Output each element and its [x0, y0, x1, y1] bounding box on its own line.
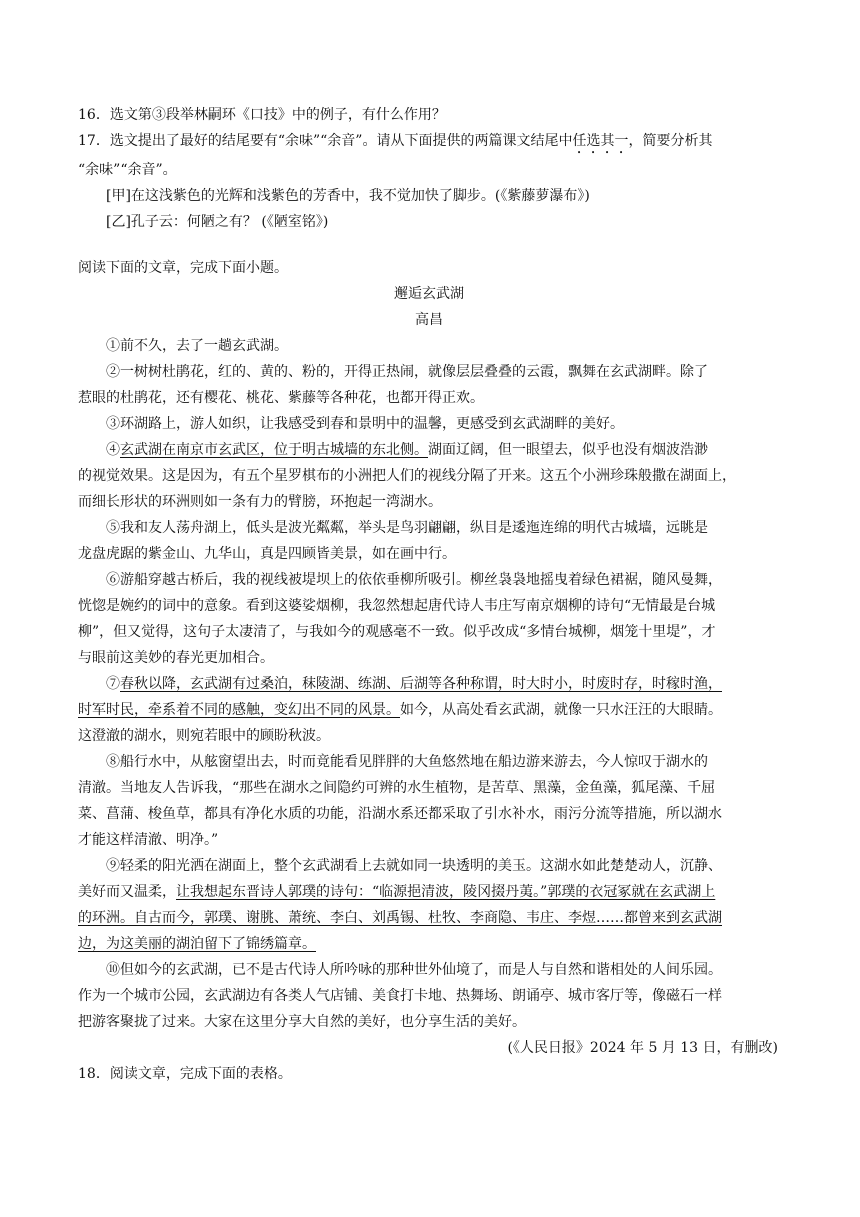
- paragraph-line: [78, 931, 780, 957]
- underlined-sentence: 玄武湖在南京市玄武区，位于明古城墙的东北侧。: [120, 442, 428, 458]
- paragraph-9: [78, 853, 780, 957]
- paragraph-line: 柳”，但又觉得，这句子太凄清了，与我如今的观感毫不一致。似乎改成“多情台城柳，烟笼十里堤”，才: [78, 624, 716, 640]
- option-yi: [乙]孔子云：何陋之有？ (《陋室铭》): [106, 214, 329, 230]
- paragraph-line: 而细长形状的环洲则如一条有力的臂膀，环抱起一湾湖水。: [78, 494, 442, 510]
- paragraph-line: ⑨轻柔的阳光洒在湖面上，整个玄武湖看上去就如同一块透明的美玉。这湖水如此楚楚动人，沉静、: [106, 858, 722, 874]
- paragraph-line: [78, 697, 780, 723]
- paragraph-line: ⑧船行水中，从舷窗望出去，时而竟能看见胖胖的大鱼悠然地在船边游来游去，今人惊叹于湖水的: [106, 754, 708, 770]
- paragraph-text: 如今，从高处看玄武湖，就像一只水汪汪的大眼睛。: [400, 702, 722, 718]
- paragraph-line: ⑤我和友人荡舟湖上，低头是波光粼粼，举头是鸟羽翩翩，纵目是逶迤连绵的明代古城墙，远眺是: [106, 520, 708, 536]
- paragraph-line: ⑥游船穿越古桥后，我的视线被堤坝上的依依垂柳所吸引。柳丝袅袅地摇曳着绿色裙裾，随风曼舞，: [106, 572, 722, 588]
- paragraph-text: 湖面辽阔，但一眼望去，似乎也没有烟波浩渺: [428, 442, 708, 458]
- paragraph-10: [78, 957, 780, 1035]
- question-18: 18．阅读文章，完成下面的表格。: [78, 1066, 292, 1082]
- option-jia: [甲]在这浅紫色的光辉和浅紫色的芳香中，我不觉加快了脚步。(《紫藤萝瀑布》): [106, 188, 590, 204]
- paragraph-line: ⑩但如今的玄武湖，已不是古代诗人所吟咏的那种世外仙境了，而是人与自然和谐相处的人间乐园。: [106, 962, 722, 978]
- paragraph-line: 的视觉效果。这是因为，有五个星罗棋布的小洲把人们的视线分隔了开来。这五个小洲珍珠般撒在湖面上，: [78, 468, 736, 484]
- question-16: 16．选文第③段举林嗣环《口技》中的例子，有什么作用？: [78, 107, 446, 123]
- paragraph-7: [78, 671, 780, 749]
- paragraph-1: ①前不久，去了一趟玄武湖。: [106, 338, 288, 354]
- paragraph-line: 才能这样清澈、明净。”: [78, 832, 219, 848]
- paragraph-2: [78, 359, 780, 411]
- paragraph-8: [78, 749, 780, 853]
- underlined-sentence: 边，为这美丽的湖泊留下了锦绣篇章。: [78, 936, 316, 952]
- paragraph-line: [78, 879, 780, 905]
- paragraph-number: ⑦: [106, 676, 120, 692]
- paragraph-line: [78, 905, 780, 931]
- emphasis-dotted-text: 任选其一: [572, 133, 629, 149]
- article-source: (《人民日报》2024 年 5 月 13 日，有删改): [507, 1040, 778, 1056]
- paragraph-text: 美好而又温柔，: [78, 884, 176, 900]
- question-17-line-1: [78, 128, 780, 157]
- question-17-line-2: “余味”“余音”。: [78, 162, 177, 178]
- paragraph-line: 惹眼的杜鹃花，还有樱花、桃花、紫藤等各种花，也都开得正欢。: [78, 390, 484, 406]
- article-title: 邂逅玄武湖: [394, 286, 464, 302]
- article-author: 高昌: [415, 312, 443, 328]
- paragraph-line: ②一树树杜鹃花，红的、黄的、粉的，开得正热闹，就像层层叠叠的云霞，飘舞在玄武湖畔。除了: [106, 364, 708, 380]
- paragraph-5: [78, 515, 780, 567]
- paragraph-line: 菜、菖蒲、梭鱼草，都具有净化水质的功能，沿湖水系还都采取了引水补水，雨污分流等措施，所以湖水: [78, 806, 722, 822]
- paragraph-3: ③环湖路上，游人如织，让我感受到春和景明中的温馨，更感受到玄武湖畔的美好。: [106, 416, 624, 432]
- paragraph-line: 龙盘虎踞的紫金山、九华山，真是四顾皆美景，如在画中行。: [78, 546, 456, 562]
- paragraph-line: [78, 437, 780, 463]
- paragraph-line: 把游客聚拢了过来。大家在这里分享大自然的美好，也分享生活的美好。: [78, 1014, 526, 1030]
- underlined-sentence: 时军时民，牵系着不同的感触，变幻出不同的风景。: [78, 702, 400, 718]
- paragraph-4: [78, 437, 780, 515]
- underlined-sentence: 的环洲。自古而今，郭璞、谢朓、萧统、李白、刘禹锡、杜牧、李商隐、韦庄、李煜……都曾来到玄武湖: [78, 910, 722, 926]
- paragraph-line: 与眼前这美妙的春光更加相合。: [78, 650, 274, 666]
- underlined-sentence: 让我想起东晋诗人郭璞的诗句：“临源挹清波，陵冈掇丹荑。”郭璞的衣冠冢就在玄武湖上: [176, 884, 716, 900]
- reading-intro: 阅读下面的文章，完成下面小题。: [78, 260, 288, 276]
- paragraph-line: [78, 671, 780, 697]
- paragraph-line: 这澄澈的湖水，则宛若眼中的顾盼秋波。: [78, 728, 330, 744]
- paragraph-line: 恍惚是婉约的词中的意象。看到这婆娑烟柳，我忽然想起唐代诗人韦庄写南京烟柳的诗句“无情最是台城: [78, 598, 716, 614]
- question-17-text: 17．选文提出了最好的结尾要有“余味”“余音”。请从下面提供的两篇课文结尾中: [78, 133, 573, 149]
- paragraph-line: 作为一个城市公园，玄武湖边有各类人气店铺、美食打卡地、热舞场、朗诵亭、城市客厅等，像磁石一样: [78, 988, 722, 1004]
- paragraph-line: 清澈。当地友人告诉我，“那些在湖水之间隐约可辨的水生植物，是苦草、黑藻，金鱼藻，狐尾藻、千屈: [78, 780, 716, 796]
- document-page: [78, 102, 780, 1087]
- underlined-sentence: 春秋以降，玄武湖有过桑泊，秣陵湖、练湖、后湖等各种称谓，时大时小，时废时存，时稼时渔，: [120, 676, 722, 692]
- paragraph-6: [78, 567, 780, 671]
- question-17-text-tail: ，简要分析其: [628, 133, 713, 149]
- paragraph-number: ④: [106, 442, 120, 458]
